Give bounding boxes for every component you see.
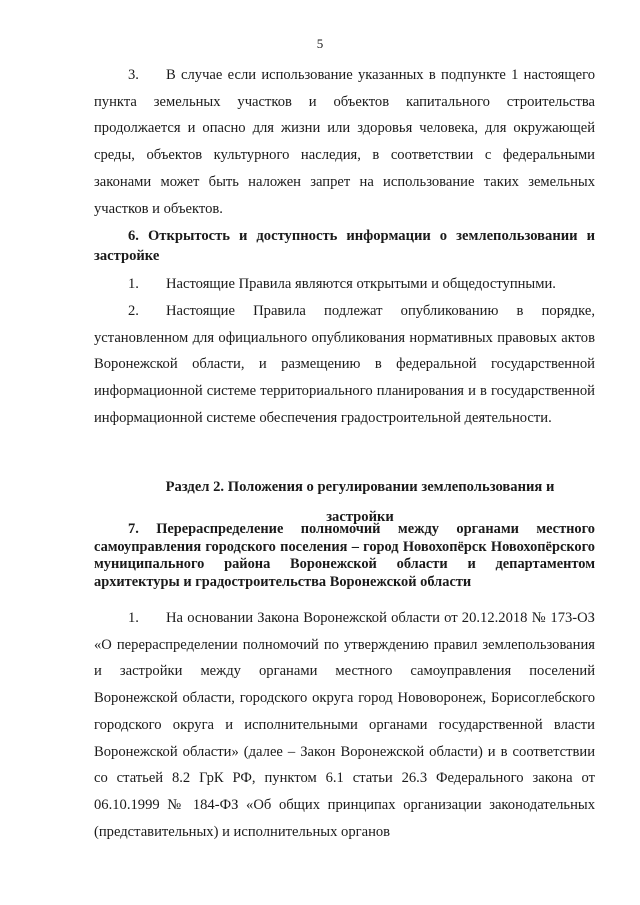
paragraph-3	[94, 62, 595, 222]
page-number: 5	[316, 36, 324, 51]
paragraph-text: Настоящие Правила подлежат опубликованию в порядке, установленном для официального опубликования нормативных правовых актов Воронежской области, и размещению в федеральной государственной информационной системе территориального планирования и в государственной информационной системе обеспечения градостроительной деятельности.	[94, 303, 595, 426]
paragraph-text: В случае если использование указанных в подпункте 1 настоящего пункта земельных участков и объектов капитального строительства продолжается и опасно для жизни или здоровья человека, для окружающей среды, объектов культурного наследия, в соответствии с федеральными законами может быть наложен запрет на использование таких земельных участков и объектов.	[94, 67, 595, 217]
paragraph-number: 2.	[128, 303, 139, 319]
section-6-heading: 6. Открытость и доступность информации о землепользовании и застройке	[94, 228, 595, 264]
section-6-paragraph-2	[94, 298, 595, 432]
section-7-paragraph-1	[94, 605, 595, 845]
paragraph-text: На основании Закона Воронежской области от 20.12.2018 № 173-ОЗ «О перераспределении полномочий по утверждению правил землепользования и застройки между органами местного самоуправления поселений Воронежской области, городского округа город Нововоронеж, Борисоглебского городского округа и исполнительными органами государственной власти Воронежской области» (далее – Закон Воронежской области) и в соответствии со статьей 8.2 ГрК РФ, пунктом 6.1 статьи 26.3 Федерального закона от 06.10.1999 № 184-ФЗ «Об общих принципах организации законодательных (представительных) и исполнительных органов	[94, 610, 595, 840]
paragraph-text: Настоящие Правила являются открытыми и общедоступными.	[166, 276, 556, 292]
paragraph-number: 1.	[128, 276, 139, 292]
paragraph-number: 1.	[128, 610, 139, 626]
section-6-paragraph-1	[94, 271, 595, 298]
section-7-heading: 7. Перераспределение полномочий между органами местного самоуправления городского поселения – город Новохопёрск Новохопёрского муниципального района Воронежской области и департаментом архитектуры и градостроительства Воронежской области	[94, 521, 595, 590]
section-2-heading: Раздел 2. Положения о регулировании землепользования и застройки	[165, 479, 555, 525]
paragraph-number: 3.	[128, 67, 139, 83]
